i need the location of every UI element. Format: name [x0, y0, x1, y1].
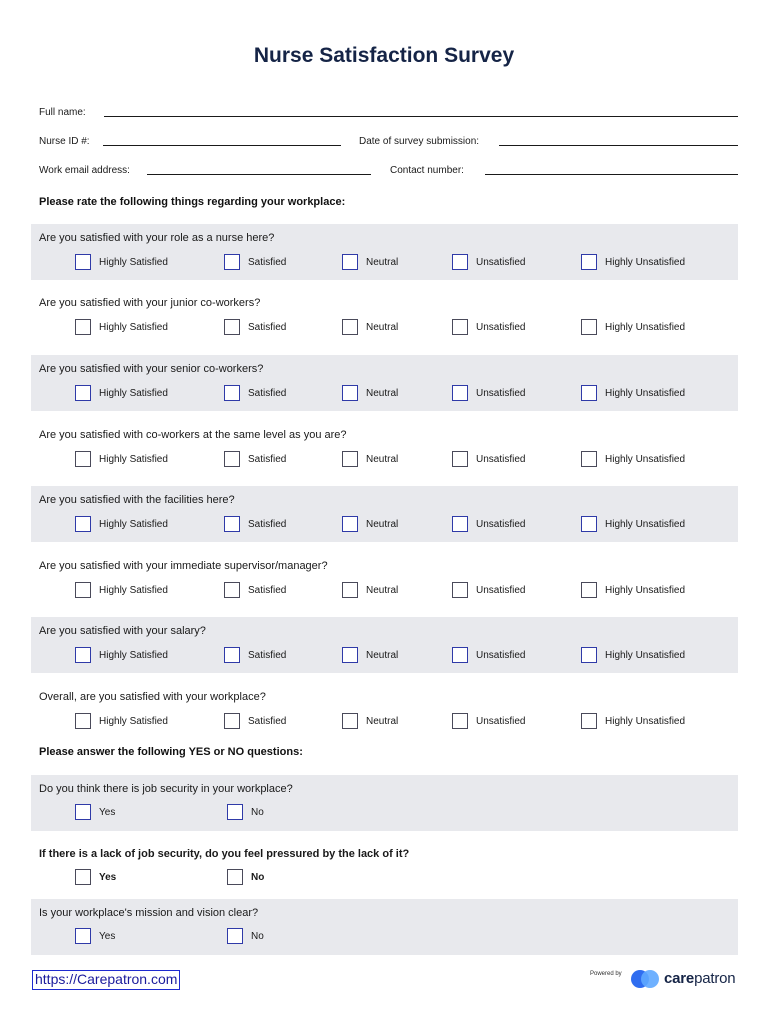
- checkbox[interactable]: [581, 516, 597, 532]
- checkbox[interactable]: [581, 385, 597, 401]
- option-label: Highly Satisfied: [99, 256, 168, 268]
- option-label: Neutral: [366, 387, 399, 399]
- rating-option[interactable]: [342, 582, 398, 598]
- checkbox[interactable]: [224, 319, 240, 335]
- rating-question-block: [31, 486, 738, 542]
- rating-option[interactable]: [452, 647, 525, 663]
- checkbox[interactable]: [227, 869, 243, 885]
- rating-option[interactable]: [75, 254, 168, 270]
- option-label: Neutral: [366, 584, 399, 596]
- rating-option[interactable]: [452, 451, 525, 467]
- carepatron-logo-icon: [630, 968, 662, 990]
- checkbox[interactable]: [227, 804, 243, 820]
- rating-section-heading: Please rate the following things regarding your workplace:: [39, 196, 346, 208]
- option-label: Highly Unsatisfied: [605, 584, 686, 596]
- checkbox[interactable]: [342, 254, 358, 270]
- full-name-field[interactable]: [104, 116, 738, 117]
- checkbox[interactable]: [75, 451, 91, 467]
- yesno-option[interactable]: [75, 869, 116, 885]
- contact-number-field[interactable]: [485, 174, 738, 175]
- checkbox[interactable]: [224, 713, 240, 729]
- option-label: Satisfied: [248, 715, 287, 727]
- checkbox[interactable]: [581, 713, 597, 729]
- rating-option[interactable]: [75, 582, 168, 598]
- question-text: Is your workplace's mission and vision clear?: [39, 907, 259, 919]
- rating-option[interactable]: [224, 451, 286, 467]
- rating-option[interactable]: [581, 516, 685, 532]
- option-label: Satisfied: [248, 256, 287, 268]
- checkbox[interactable]: [75, 582, 91, 598]
- option-label: Neutral: [366, 715, 399, 727]
- option-label: Highly Unsatisfied: [605, 649, 686, 661]
- rating-option[interactable]: [581, 385, 685, 401]
- checkbox[interactable]: [581, 647, 597, 663]
- checkbox[interactable]: [224, 254, 240, 270]
- option-label: Neutral: [366, 453, 399, 465]
- rating-option[interactable]: [342, 319, 398, 335]
- rating-option[interactable]: [224, 254, 286, 270]
- rating-question-block: [31, 421, 738, 477]
- rating-option[interactable]: [75, 713, 168, 729]
- checkbox[interactable]: [452, 647, 468, 663]
- checkbox[interactable]: [342, 451, 358, 467]
- checkbox[interactable]: [581, 451, 597, 467]
- option-label: Highly Satisfied: [99, 387, 168, 399]
- nurse-id-field[interactable]: [103, 145, 341, 146]
- question-text: Do you think there is job security in your workplace?: [39, 783, 293, 795]
- option-label: Highly Satisfied: [99, 518, 168, 530]
- option-label: Highly Satisfied: [99, 453, 168, 465]
- checkbox[interactable]: [581, 319, 597, 335]
- yesno-option[interactable]: [227, 928, 264, 944]
- checkbox[interactable]: [342, 647, 358, 663]
- option-label: Unsatisfied: [476, 584, 526, 596]
- question-text: Overall, are you satisfied with your workplace?: [39, 691, 266, 703]
- option-label: Neutral: [366, 649, 399, 661]
- brand-rest: patron: [694, 970, 736, 987]
- option-label: Highly Unsatisfied: [605, 321, 686, 333]
- checkbox[interactable]: [581, 582, 597, 598]
- rating-option[interactable]: [224, 516, 286, 532]
- option-label: Satisfied: [248, 518, 287, 530]
- rating-option[interactable]: [224, 319, 286, 335]
- rating-option[interactable]: [75, 516, 168, 532]
- work-email-label: Work email address:: [39, 165, 130, 176]
- rating-question-block: [31, 224, 738, 280]
- rating-option[interactable]: [452, 713, 525, 729]
- full-name-label: Full name:: [39, 107, 86, 118]
- checkbox[interactable]: [224, 385, 240, 401]
- option-label: Highly Satisfied: [99, 321, 168, 333]
- work-email-field[interactable]: [147, 174, 371, 175]
- checkbox[interactable]: [75, 385, 91, 401]
- option-label: Highly Unsatisfied: [605, 453, 686, 465]
- checkbox[interactable]: [224, 647, 240, 663]
- question-text: Are you satisfied with your immediate supervisor/manager?: [39, 560, 328, 572]
- rating-option[interactable]: [342, 713, 398, 729]
- option-label: Satisfied: [248, 649, 287, 661]
- option-label: Satisfied: [248, 387, 287, 399]
- checkbox[interactable]: [342, 516, 358, 532]
- option-label: Highly Unsatisfied: [605, 387, 686, 399]
- rating-question-block: [31, 683, 738, 739]
- rating-option[interactable]: [224, 647, 286, 663]
- checkbox[interactable]: [75, 869, 91, 885]
- option-label: Unsatisfied: [476, 321, 526, 333]
- yesno-question-block: [31, 775, 738, 831]
- yesno-question-block: [31, 899, 738, 955]
- option-label: Unsatisfied: [476, 453, 526, 465]
- option-label: Neutral: [366, 321, 399, 333]
- nurse-id-label: Nurse ID #:: [39, 136, 90, 147]
- checkbox[interactable]: [452, 254, 468, 270]
- option-label: Highly Satisfied: [99, 584, 168, 596]
- rating-option[interactable]: [452, 385, 525, 401]
- option-label: Highly Satisfied: [99, 649, 168, 661]
- checkbox[interactable]: [452, 713, 468, 729]
- checkbox[interactable]: [452, 451, 468, 467]
- question-text: Are you satisfied with your salary?: [39, 625, 206, 637]
- rating-option[interactable]: [75, 647, 168, 663]
- option-label: Unsatisfied: [476, 715, 526, 727]
- rating-option[interactable]: [581, 582, 685, 598]
- rating-option[interactable]: [342, 647, 398, 663]
- checkbox[interactable]: [75, 647, 91, 663]
- question-text: Are you satisfied with your senior co-workers?: [39, 363, 264, 375]
- yesno-option[interactable]: [227, 804, 264, 820]
- option-label: Unsatisfied: [476, 649, 526, 661]
- option-label: Yes: [99, 871, 117, 883]
- option-label: No: [251, 871, 265, 883]
- checkbox[interactable]: [75, 713, 91, 729]
- rating-question-block: [31, 552, 738, 608]
- option-label: Highly Unsatisfied: [605, 518, 686, 530]
- rating-option[interactable]: [342, 516, 398, 532]
- rating-option[interactable]: [452, 516, 525, 532]
- brand-bold: care: [664, 970, 695, 987]
- checkbox[interactable]: [75, 804, 91, 820]
- checkbox[interactable]: [342, 582, 358, 598]
- question-text: If there is a lack of job security, do you feel pressured by the lack of it?: [39, 848, 410, 860]
- checkbox[interactable]: [224, 451, 240, 467]
- date-submission-field[interactable]: [499, 145, 738, 146]
- question-text: Are you satisfied with the facilities here?: [39, 494, 235, 506]
- option-label: No: [251, 930, 264, 942]
- checkbox[interactable]: [452, 385, 468, 401]
- rating-option[interactable]: [224, 385, 286, 401]
- rating-question-block: [31, 289, 738, 345]
- checkbox[interactable]: [224, 516, 240, 532]
- option-label: Satisfied: [248, 584, 287, 596]
- checkbox[interactable]: [452, 582, 468, 598]
- rating-option[interactable]: [581, 319, 685, 335]
- page-title: Nurse Satisfaction Survey: [253, 44, 515, 67]
- question-text: Are you satisfied with your role as a nurse here?: [39, 232, 275, 244]
- option-label: Unsatisfied: [476, 518, 526, 530]
- rating-option[interactable]: [342, 451, 398, 467]
- rating-option[interactable]: [342, 254, 398, 270]
- checkbox[interactable]: [581, 254, 597, 270]
- rating-option[interactable]: [75, 385, 168, 401]
- option-label: Highly Satisfied: [99, 715, 168, 727]
- checkbox[interactable]: [75, 516, 91, 532]
- checkbox[interactable]: [75, 928, 91, 944]
- yesno-option[interactable]: [75, 928, 115, 944]
- rating-option[interactable]: [452, 319, 525, 335]
- option-label: Satisfied: [248, 321, 287, 333]
- option-label: Highly Unsatisfied: [605, 256, 686, 268]
- question-text: Are you satisfied with co-workers at the same level as you are?: [39, 429, 347, 441]
- powered-by-label: Powered by: [590, 971, 622, 977]
- option-label: Neutral: [366, 518, 399, 530]
- rating-option[interactable]: [452, 582, 525, 598]
- question-text: Are you satisfied with your junior co-workers?: [39, 297, 261, 309]
- rating-option[interactable]: [581, 647, 685, 663]
- date-submission-label: Date of survey submission:: [359, 136, 480, 147]
- option-label: Yes: [99, 806, 116, 818]
- rating-option[interactable]: [581, 254, 685, 270]
- rating-option[interactable]: [342, 385, 398, 401]
- checkbox[interactable]: [75, 254, 91, 270]
- rating-option[interactable]: [224, 713, 286, 729]
- checkbox[interactable]: [342, 713, 358, 729]
- yesno-option[interactable]: [75, 804, 115, 820]
- rating-option[interactable]: [452, 254, 525, 270]
- contact-number-label: Contact number:: [390, 165, 464, 176]
- rating-option[interactable]: [224, 582, 286, 598]
- rating-option[interactable]: [75, 319, 168, 335]
- option-label: Unsatisfied: [476, 387, 526, 399]
- checkbox[interactable]: [452, 516, 468, 532]
- option-label: Highly Unsatisfied: [605, 715, 686, 727]
- rating-option[interactable]: [581, 451, 685, 467]
- checkbox[interactable]: [342, 385, 358, 401]
- carepatron-link[interactable]: https://Carepatron.com: [32, 970, 180, 990]
- yesno-option[interactable]: [227, 869, 264, 885]
- checkbox[interactable]: [452, 319, 468, 335]
- checkbox[interactable]: [342, 319, 358, 335]
- yesno-section-heading: Please answer the following YES or NO questions:: [39, 746, 303, 758]
- rating-question-block: [31, 355, 738, 411]
- option-label: No: [251, 806, 264, 818]
- checkbox[interactable]: [227, 928, 243, 944]
- carepatron-brand: [664, 970, 735, 987]
- option-label: Yes: [99, 930, 116, 942]
- rating-option[interactable]: [75, 451, 168, 467]
- checkbox[interactable]: [224, 582, 240, 598]
- option-label: Unsatisfied: [476, 256, 526, 268]
- rating-option[interactable]: [581, 713, 685, 729]
- rating-question-block: [31, 617, 738, 673]
- option-label: Neutral: [366, 256, 399, 268]
- checkbox[interactable]: [75, 319, 91, 335]
- yesno-question-block: [31, 840, 738, 896]
- option-label: Satisfied: [248, 453, 287, 465]
